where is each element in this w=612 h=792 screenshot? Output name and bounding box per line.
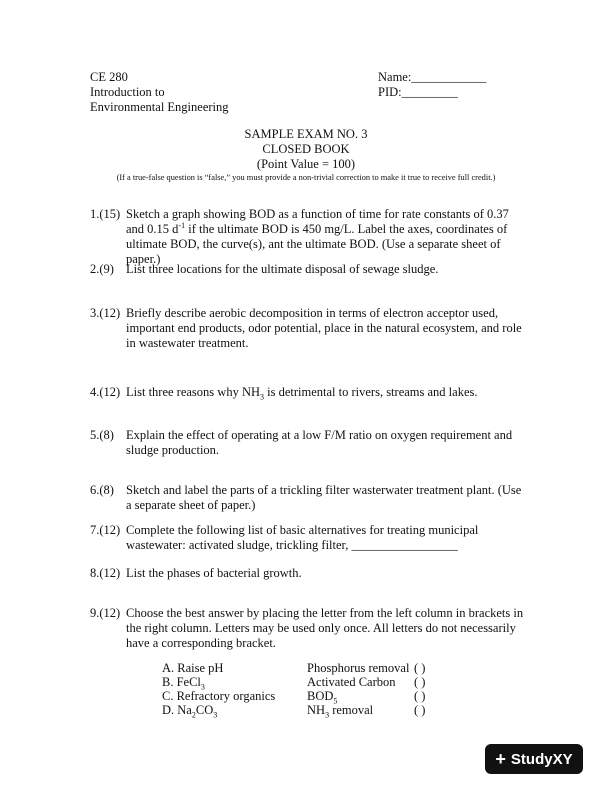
question-number: 3.(12) <box>90 306 121 320</box>
question-text: Sketch and label the parts of a trickling filter wasterwater treatment plant. (Use a separate sheet of paper.) <box>126 483 522 512</box>
name-field: Name:____________ <box>378 70 487 84</box>
pid-field: PID:_________ <box>378 85 458 99</box>
question-text: List three reasons why $NH_3$ is detrimental to rivers, streams and lakes. <box>126 385 478 402</box>
matching-option: D. $Na_2CO_3$ <box>162 703 218 720</box>
answer-bracket: ( ) <box>414 675 426 689</box>
question-number: 5.(8) <box>90 428 114 442</box>
question-text: Explain the effect of operating at a low F/M ratio on oxygen requirement and sludge production. <box>126 428 513 457</box>
matching-option: B. FeCl$_3$ <box>162 675 205 692</box>
matching-target: $BOD_5$ <box>307 689 338 706</box>
brand-name: StudyXY <box>510 750 573 768</box>
plus-icon: + <box>495 748 506 769</box>
question-text: Complete the following list of basic alternatives for treating municipal wastewater: activated sludge, trickling filter, _________________ <box>126 523 479 552</box>
matching-row <box>162 703 442 720</box>
question-text: List the phases of bacterial growth. <box>126 566 302 580</box>
matching-option: C. Refractory organics <box>162 689 276 703</box>
exam-title: SAMPLE EXAM NO. 3 <box>244 127 368 141</box>
question-text: List three locations for the ultimate disposal of sewage sludge. <box>126 262 439 276</box>
question-text: Choose the best answer by placing the letter from the left column in brackets in the right column. Letters may be used only once. All letters do not necessarily have a corresponding bracket. <box>126 606 524 650</box>
exam-subtitle: CLOSED BOOK <box>262 142 350 156</box>
point-value: (Point Value = 100) <box>256 157 356 171</box>
matching-target: $NH_3$ removal <box>307 703 374 720</box>
answer-bracket: ( ) <box>414 703 426 717</box>
matching-table <box>162 661 442 720</box>
question-text: Sketch a graph showing BOD as a function of time for rate constants of 0.37 and 0.15 $d^{-1}$ if the ultimate BOD is 450 mg/L. Label the axes, coordinates of ultimate BOD, the curve(s), ant the ultimate BOD. (Use a separate sheet of paper.) <box>126 207 509 266</box>
studyxy-logo <box>485 744 583 774</box>
course-info <box>90 70 229 115</box>
question-number: 2.(9) <box>90 262 114 276</box>
question-number: 1.(15) <box>90 207 121 221</box>
course-title-line2: Environmental Engineering <box>90 100 229 114</box>
question-number: 8.(12) <box>90 566 121 580</box>
matching-row <box>162 675 442 692</box>
question-number: 9.(12) <box>90 606 121 620</box>
matching-target: Activated Carbon <box>307 675 396 689</box>
question-number: 6.(8) <box>90 483 114 497</box>
matching-target: Phosphorus removal <box>307 661 410 675</box>
student-fields <box>378 70 486 100</box>
answer-bracket: ( ) <box>414 689 426 703</box>
question-text: Briefly describe aerobic decomposition in terms of electron acceptor used, important end products, odor potential, place in the natural ecosystem, and role in wastewater treatment. <box>126 306 522 350</box>
question-number: 4.(12) <box>90 385 121 399</box>
question-number: 7.(12) <box>90 523 121 537</box>
answer-bracket: ( ) <box>414 661 426 675</box>
course-code: CE 280 <box>90 70 128 84</box>
matching-row <box>162 661 442 675</box>
course-title-line1: Introduction to <box>90 85 165 99</box>
exam-title-block <box>0 127 612 184</box>
matching-row <box>162 689 442 706</box>
true-false-note: (If a true-false question is “false,” you must provide a non-trivial correction to make it true to receive full credit.) <box>116 173 496 182</box>
matching-option: A. Raise pH <box>162 661 224 675</box>
